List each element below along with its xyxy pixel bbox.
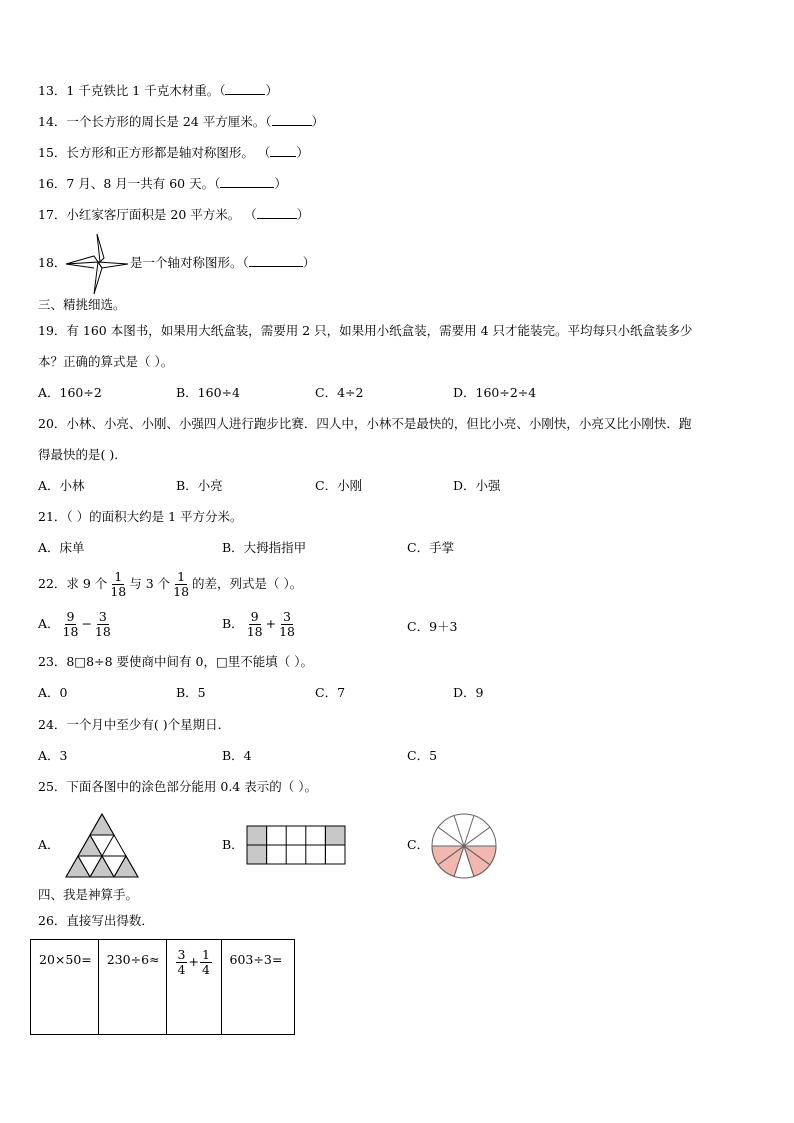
answer-blank[interactable]	[272, 125, 312, 126]
section-title-4: 四、我是神算手。	[38, 887, 139, 902]
question-17	[38, 206, 309, 224]
answer-blank[interactable]	[225, 94, 265, 95]
question-text: 1 千克铁比 1 千克木材重。（	[66, 83, 226, 98]
fraction	[61, 610, 81, 639]
question-19-line2: 本？正确的算式是（ ）。	[38, 354, 174, 369]
fraction	[171, 570, 191, 599]
option-b[interactable]	[222, 606, 298, 642]
question-prefix: 22．求 9 个	[38, 576, 108, 591]
question-24: 24．一个月中至少有( )个星期日．	[38, 717, 231, 732]
calc-cell[interactable]	[221, 940, 294, 1035]
fraction	[108, 570, 128, 599]
operator: +	[188, 954, 199, 969]
question-19-line1: 19．有 160 本图书，如果用大纸盒装，需要用 2 只，如果用小纸盒装，需要用 4 只才能装完。平均每只小纸盒装多少	[38, 323, 693, 338]
option-c[interactable]: C．9＋3	[407, 619, 458, 634]
option-c[interactable]: C．4÷2	[315, 385, 364, 400]
section-title-3: 三、精挑细选。	[38, 297, 126, 312]
option-c[interactable]: C．	[407, 837, 430, 852]
numerator: 1	[114, 569, 123, 584]
option-b[interactable]: B．4	[222, 748, 252, 763]
denominator: 4	[177, 962, 186, 977]
option-a[interactable]: A．床单	[38, 540, 85, 555]
option-d[interactable]: D．9	[453, 685, 484, 700]
option-a[interactable]	[38, 606, 114, 642]
fraction	[277, 610, 297, 639]
question-text: 7 月、8 月一共有 60 天。（	[66, 176, 221, 191]
close-paren: ）	[296, 207, 310, 222]
answer-blank[interactable]	[257, 218, 297, 219]
question-text: 是一个轴对称图形。（	[130, 255, 249, 270]
pinwheel-figure	[64, 232, 130, 296]
fraction	[200, 948, 212, 977]
calc-expression: 20×50=	[39, 952, 92, 967]
question-18	[130, 254, 315, 272]
calc-expression: 230÷6≈	[106, 952, 160, 967]
close-paren: ）	[274, 176, 287, 191]
calc-expression: 603÷3=	[229, 952, 283, 967]
rectangle-grid-figure	[246, 825, 346, 865]
numerator: 9	[66, 609, 75, 624]
denominator: 18	[279, 624, 295, 639]
question-21: 21．（ ）的面积大约是 1 平方分米。	[38, 509, 243, 524]
question-20-line2: 得最快的是( )．	[38, 447, 127, 462]
question-text: 小红家客厅面积是 20 平方米。 （	[66, 207, 257, 222]
option-c[interactable]: C．5	[407, 748, 438, 763]
operator: +	[265, 616, 277, 631]
close-paren: ）	[265, 83, 278, 98]
denominator: 18	[110, 584, 127, 599]
option-b[interactable]: B．160÷4	[176, 385, 240, 400]
denominator: 18	[94, 624, 111, 639]
question-13	[38, 82, 278, 100]
operator: −	[81, 616, 92, 631]
denominator: 18	[246, 624, 263, 639]
question-20-line1: 20．小林、小亮、小刚、小强四人进行跑步比赛．四人中，小林不是最快的，但比小亮、小刚快，小亮又比小刚快．跑	[38, 416, 692, 431]
option-c[interactable]: C．手掌	[407, 540, 455, 555]
denominator: 4	[201, 962, 210, 977]
question-number: 17．	[38, 207, 67, 222]
circle-sector-figure	[430, 812, 498, 880]
option-c[interactable]: C．7	[315, 685, 346, 700]
option-a[interactable]: A．	[38, 837, 60, 852]
close-paren: ）	[296, 145, 309, 160]
table-row	[31, 940, 295, 1035]
option-a[interactable]: A．160÷2	[38, 385, 102, 400]
question-18-number: 18．	[38, 255, 67, 270]
calc-cell[interactable]	[98, 940, 166, 1035]
question-25: 25．下面各图中的涂色部分能用 0.4 表示的（ ）。	[38, 779, 317, 794]
numerator: 9	[250, 609, 259, 624]
numerator: 3	[98, 609, 107, 624]
denominator: 18	[173, 584, 190, 599]
numerator: 1	[201, 947, 210, 962]
option-b[interactable]: B．小亮	[176, 478, 223, 493]
option-c[interactable]: C．小刚	[315, 478, 363, 493]
fraction	[176, 948, 188, 977]
question-number: 13．	[38, 83, 67, 98]
question-number: 16．	[38, 176, 67, 191]
close-paren: ）	[302, 255, 316, 270]
question-14	[38, 113, 324, 131]
question-22	[38, 566, 302, 602]
question-text: 一个长方形的周长是 24 平方厘米。（	[66, 114, 272, 129]
question-text: 长方形和正方形都是轴对称图形。 （	[66, 145, 271, 160]
numerator: 3	[283, 609, 291, 624]
calc-cell[interactable]	[31, 940, 99, 1035]
triangle-grid-figure	[64, 812, 140, 878]
option-b[interactable]: B．	[222, 837, 244, 852]
numerator: 3	[177, 947, 186, 962]
calculation-table	[30, 939, 295, 1035]
option-b[interactable]: B．大拇指指甲	[222, 540, 307, 555]
fraction	[245, 610, 265, 639]
option-label: A．	[38, 616, 60, 631]
question-number: 14．	[38, 114, 67, 129]
numerator: 1	[177, 569, 186, 584]
option-a[interactable]: A．小林	[38, 478, 85, 493]
question-suffix: 的差，列式是（ ）。	[192, 576, 303, 591]
close-paren: ）	[311, 114, 325, 129]
denominator: 18	[62, 624, 79, 639]
question-23: 23．8□8÷8 要使商中间有 0，□里不能填（ ）。	[38, 654, 313, 669]
answer-blank[interactable]	[270, 156, 296, 157]
option-a[interactable]: A．0	[38, 685, 68, 700]
question-mid: 与 3 个	[129, 576, 171, 591]
option-d[interactable]: D．小强	[453, 478, 501, 493]
answer-blank[interactable]	[220, 187, 274, 188]
option-b[interactable]: B．5	[176, 685, 206, 700]
fraction	[93, 610, 113, 639]
option-d[interactable]: D．160÷2÷4	[453, 385, 537, 400]
question-26: 26．直接写出得数．	[38, 913, 154, 928]
option-label: B．	[222, 616, 244, 631]
question-15	[38, 144, 309, 162]
question-16	[38, 175, 287, 193]
answer-blank[interactable]	[249, 266, 303, 267]
option-a[interactable]: A．3	[38, 748, 68, 763]
question-number: 15．	[38, 145, 67, 160]
calc-cell[interactable]	[166, 940, 221, 1035]
